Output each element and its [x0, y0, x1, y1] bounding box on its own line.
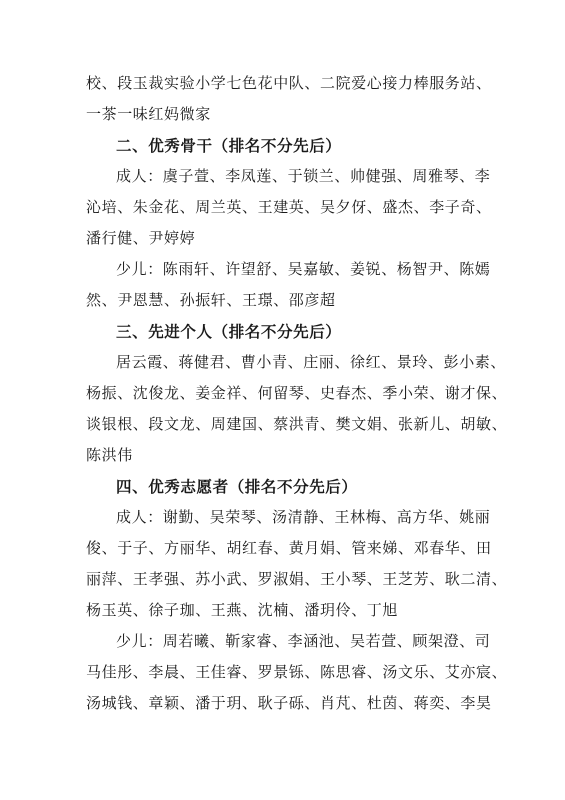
- section-heading-outstanding-backbone: 二、优秀骨干（排名不分先后）: [116, 136, 342, 155]
- text-line: 成人：谢勤、吴荣琴、汤清静、王林梅、高方华、姚丽: [116, 508, 491, 526]
- advanced-individuals-paragraph: [86, 347, 508, 471]
- text-line: 谈银根、段文龙、周建国、蔡洪青、樊文娟、张新儿、胡敏、: [86, 415, 508, 433]
- continuation-paragraph: [86, 68, 495, 130]
- volunteers-children-paragraph: [86, 626, 508, 719]
- text-line: 潘行健、尹婷婷: [86, 229, 196, 247]
- text-line: 汤城钱、章颖、潘于玥、耿子砾、肖芃、杜茵、蒋奕、李昊: [86, 694, 492, 712]
- text-line: 然、尹恩慧、孙振轩、王璟、邵彦超: [86, 291, 336, 309]
- text-line: 俊、于子、方丽华、胡红春、黄月娟、管来娣、邓春华、田: [86, 539, 492, 557]
- backbone-adults-paragraph: [86, 161, 495, 254]
- text-line: 少儿：周若曦、靳家睿、李涵池、吴若萱、顾架澄、司: [116, 632, 491, 650]
- section-heading-advanced-individuals: 三、先进个人（排名不分先后）: [116, 322, 342, 341]
- backbone-children-paragraph: [86, 254, 495, 316]
- document-body: [86, 68, 508, 719]
- text-line: 少儿：陈雨轩、许望舒、吴嘉敏、姜锐、杨智尹、陈嫣: [116, 260, 491, 278]
- text-line: 一茶一味红妈微家: [86, 105, 211, 123]
- text-line: 成人：虞子萱、李凤莲、于锁兰、帅健强、周雅琴、李: [116, 167, 491, 185]
- text-line: 沁培、朱金花、周兰英、王建英、吴夕伢、盛杰、李子奇、: [86, 198, 492, 216]
- text-line: 居云霞、蒋健君、曹小青、庄丽、徐红、景玲、彭小素、: [116, 353, 507, 371]
- section-heading-outstanding-volunteers: 四、优秀志愿者（排名不分先后）: [116, 477, 358, 496]
- text-line: 丽萍、王孝强、苏小武、罗淑娟、王小琴、王芝芳、耿二清、: [86, 570, 508, 588]
- text-line: 陈洪伟: [86, 446, 133, 464]
- text-line: 校、段玉裁实验小学七色花中队、二院爱心接力棒服务站、: [86, 74, 492, 92]
- volunteers-adults-paragraph: [86, 502, 508, 626]
- text-line: 杨玉英、徐子珈、王燕、沈楠、潘玥伶、丁旭: [86, 601, 399, 619]
- text-line: 杨振、沈俊龙、姜金祥、何留琴、史春杰、季小荣、谢才保、: [86, 384, 508, 402]
- text-line: 马佳彤、李晨、王佳睿、罗景铄、陈思睿、汤文乐、艾亦宸、: [86, 663, 508, 681]
